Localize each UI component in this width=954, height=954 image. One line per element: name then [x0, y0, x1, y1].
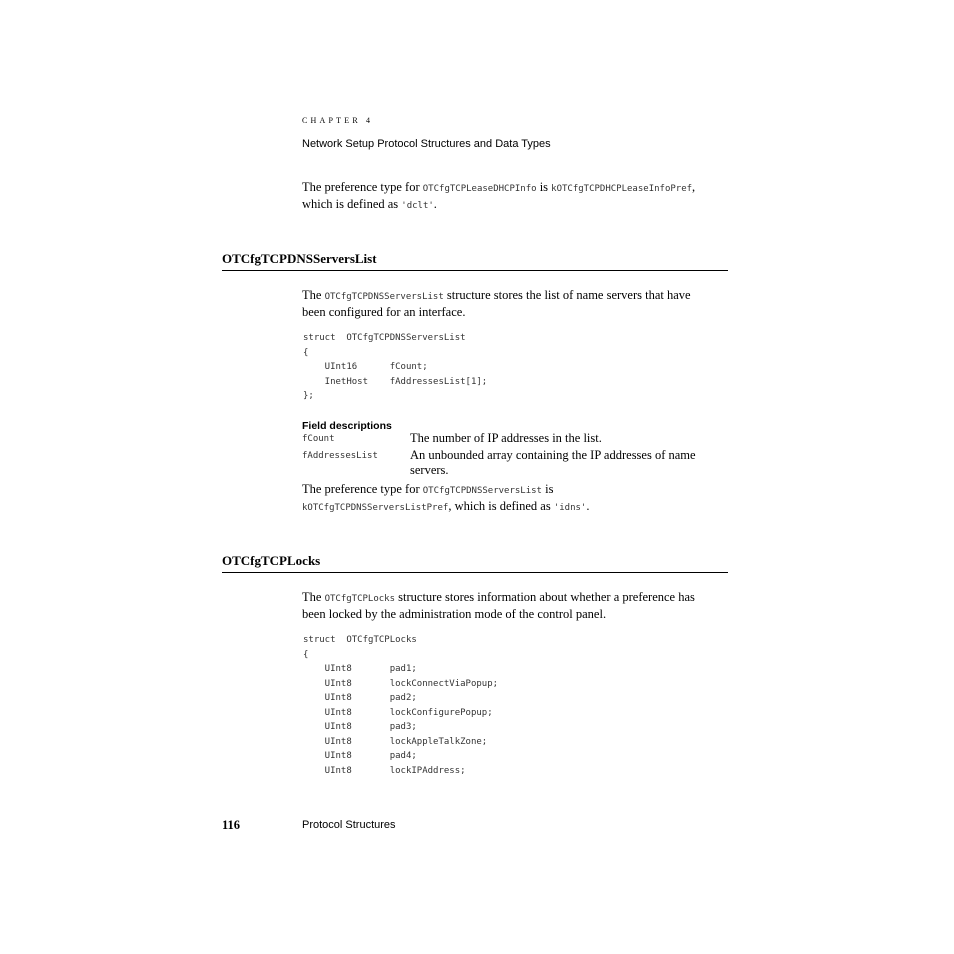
code-line: UInt8 pad1; — [303, 664, 417, 674]
code-line: struct OTCfgTCPDNSServersList — [303, 333, 466, 343]
field-name: fCount — [302, 434, 335, 444]
field-description: An unbounded array containing the IP addresses of name servers. — [410, 448, 696, 477]
section-heading-tcp-locks: OTCfgTCPLocks — [222, 553, 321, 568]
code-inline: 'dclt' — [401, 201, 434, 211]
field-name: fAddressesList — [302, 451, 378, 461]
code-inline: 'idns' — [553, 503, 587, 513]
code-inline: kOTCfgTCPDNSServersListPref — [302, 503, 449, 513]
section2-description: The OTCfgTCPLocks structure stores information about whether a preference has been locked by the administration mode of the control panel. — [302, 590, 695, 621]
code-line: UInt16 fCount; — [303, 362, 428, 372]
code-inline: OTCfgTCPDNSServersList — [422, 486, 542, 496]
chapter-label: CHAPTER 4 — [302, 116, 374, 125]
code-line: InetHost fAddressesList[1]; — [303, 376, 488, 387]
code-line: struct OTCfgTCPLocks — [303, 635, 417, 645]
code-line: UInt8 lockIPAddress; — [303, 765, 466, 776]
section-heading-dns-servers-list: OTCfgTCPDNSServersList — [222, 251, 377, 266]
code-line: UInt8 pad2; — [303, 693, 417, 703]
code-inline: kOTCfgTCPDHCPLeaseInfoPref — [551, 184, 693, 194]
code-inline: OTCfgTCPDNSServersList — [324, 292, 444, 302]
field-descriptions-title: Field descriptions — [302, 420, 392, 432]
code-line: UInt8 pad4; — [303, 751, 417, 761]
code-inline: OTCfgTCPLocks — [324, 594, 396, 604]
code-line: UInt8 lockConfigurePopup; — [303, 707, 493, 718]
code-inline: OTCfgTCPLeaseDHCPInfo — [422, 184, 537, 194]
section-divider — [222, 270, 728, 271]
field-description: The number of IP addresses in the list. — [410, 431, 602, 445]
code-line: UInt8 pad3; — [303, 722, 417, 732]
code-line: }; — [303, 391, 314, 401]
code-line: UInt8 lockConnectViaPopup; — [303, 678, 499, 689]
code-line: { — [303, 347, 309, 358]
chapter-title: Network Setup Protocol Structures and Data Types — [302, 138, 551, 150]
section1-description: The OTCfgTCPDNSServersList structure stores the list of name servers that have been configured for an interface. — [302, 288, 691, 319]
section-divider — [222, 572, 728, 573]
code-line: { — [303, 649, 309, 660]
section1-preference-paragraph: The preference type for OTCfgTCPDNSServersList is kOTCfgTCPDNSServersListPref, which is defined as 'idns'. — [302, 482, 590, 513]
page-number: 116 — [222, 818, 241, 832]
intro-paragraph: The preference type for OTCfgTCPLeaseDHCPInfo is kOTCfgTCPDHCPLeaseInfoPref, which is defined as 'dclt'. — [302, 180, 696, 211]
code-line: UInt8 lockAppleTalkZone; — [303, 736, 488, 747]
footer-section-title: Protocol Structures — [302, 819, 396, 831]
